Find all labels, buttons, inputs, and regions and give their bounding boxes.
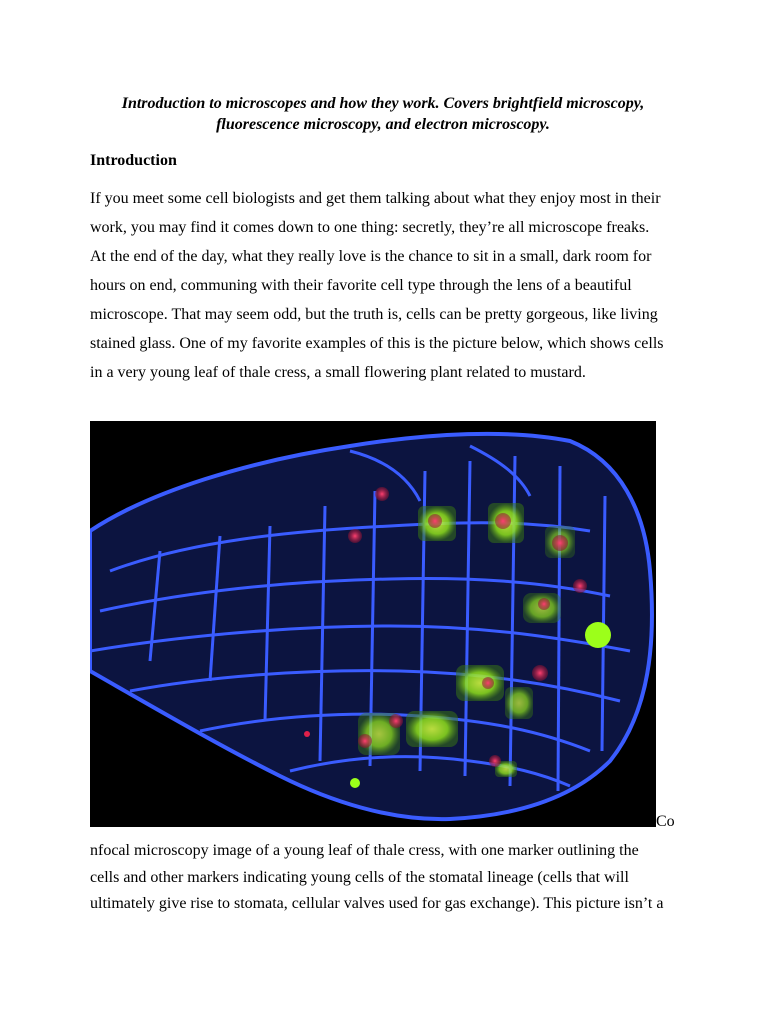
section-heading: Introduction <box>90 152 177 169</box>
leaf-cells-illustration <box>90 421 656 827</box>
paragraph-line: in a very young leaf of thale cress, a small flowering plant related to mustard. <box>90 364 586 381</box>
paragraph-line: If you meet some cell biologists and get them talking about what they enjoy most in their <box>90 190 661 207</box>
paragraph-line: work, you may find it comes down to one thing: secretly, they’re all microscope freaks. <box>90 219 650 236</box>
paragraph-line: At the end of the day, what they really love is the chance to sit in a small, dark room for <box>90 248 652 265</box>
caption-start-text: Co <box>656 813 675 830</box>
paragraph-line: hours on end, communing with their favorite cell type through the lens of a beautiful <box>90 277 632 294</box>
confocal-micrograph-image <box>90 421 656 827</box>
document-title: Introduction to microscopes and how they work. Covers brightfield microscopy, fluorescence microscopy, and electron microscopy. <box>121 95 645 133</box>
caption-line: cells and other markers indicating young cells of the stomatal lineage (cells that will <box>90 868 629 886</box>
intro-paragraph <box>90 184 682 387</box>
caption-line: ultimately give rise to stomata, cellular valves used for gas exchange). This picture isn’t a <box>90 895 664 912</box>
paragraph-line: microscope. That may seem odd, but the truth is, cells can be pretty gorgeous, like living <box>90 306 658 323</box>
paragraph-line: stained glass. One of my favorite examples of this is the picture below, which shows cells <box>90 335 664 352</box>
caption-line: nfocal microscopy image of a young leaf of thale cress, with one marker outlining the <box>90 842 639 859</box>
figure-caption <box>90 838 682 918</box>
